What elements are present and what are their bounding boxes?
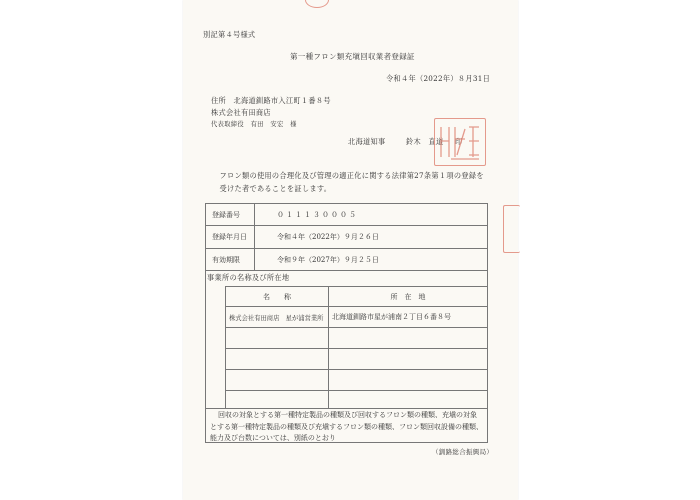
- recipient-representative: 代表取締役 有田 安宏 様: [211, 121, 297, 128]
- empty-cell: [226, 328, 329, 349]
- empty-cell: [226, 370, 329, 391]
- reg-expiry: 令和９年（2027年）９月２５日: [255, 249, 488, 271]
- issuer-title: 北海道知事: [348, 137, 386, 146]
- empty-cell: [329, 391, 488, 409]
- offices-label: 事業所の名称及び所在地: [207, 273, 290, 282]
- reg-label: 登録番号: [206, 204, 255, 226]
- issuer-name: 鈴木 直道: [406, 137, 444, 146]
- empty-cell: [226, 391, 329, 409]
- reg-date: 令和４年（2022年）９月２６日: [255, 226, 488, 249]
- document-title: 第一種フロン類充塡回収業者登録証: [290, 52, 415, 61]
- office-name: 株式会社有田商店 星が浦営業所: [226, 307, 329, 328]
- reg-number: ０１１１３０００５: [255, 204, 488, 226]
- recipient-address: 住所 北海道釧路市入江町１番８号: [211, 96, 331, 105]
- footer-office: （釧路総合振興局）: [432, 448, 494, 456]
- note: 回収の対象とする第一種特定製品の種類及び回収するフロン類の種類、充塡の対象とする第一種特定製品の種類及び充塡するフロン類の種類、フロン類回収設備の種類、能力及び台数については、別紙のとおり: [210, 411, 483, 442]
- empty-cell: [329, 328, 488, 349]
- offices-table: [225, 286, 488, 409]
- header-address: 所 在 地: [329, 287, 488, 307]
- office-address: 北海道釧路市星が浦南２丁目６番８号: [329, 307, 488, 328]
- note-text: [206, 408, 487, 443]
- governor-seal: [434, 118, 486, 166]
- statement-line-1: [212, 169, 488, 195]
- statement-text: フロン類の使用の合理化及び管理の適正化に関する法律第27条第１項の登録を受けた者であることを証します。: [219, 171, 484, 193]
- margin-stamp: [503, 205, 520, 253]
- form-number: 別記第４号様式: [203, 30, 256, 39]
- empty-cell: [329, 349, 488, 370]
- header-name: 名 称: [226, 287, 329, 307]
- seal-mark: 印: [455, 137, 463, 146]
- reg-label: 登録年月日: [206, 226, 255, 249]
- empty-cell: [329, 370, 488, 391]
- registration-table: [205, 203, 488, 271]
- empty-cell: [226, 349, 329, 370]
- reg-label: 有効期限: [206, 249, 255, 271]
- recipient-company: 株式会社有田商店: [211, 108, 271, 117]
- issue-date: 令和４年（2022年）８月31日: [386, 74, 491, 83]
